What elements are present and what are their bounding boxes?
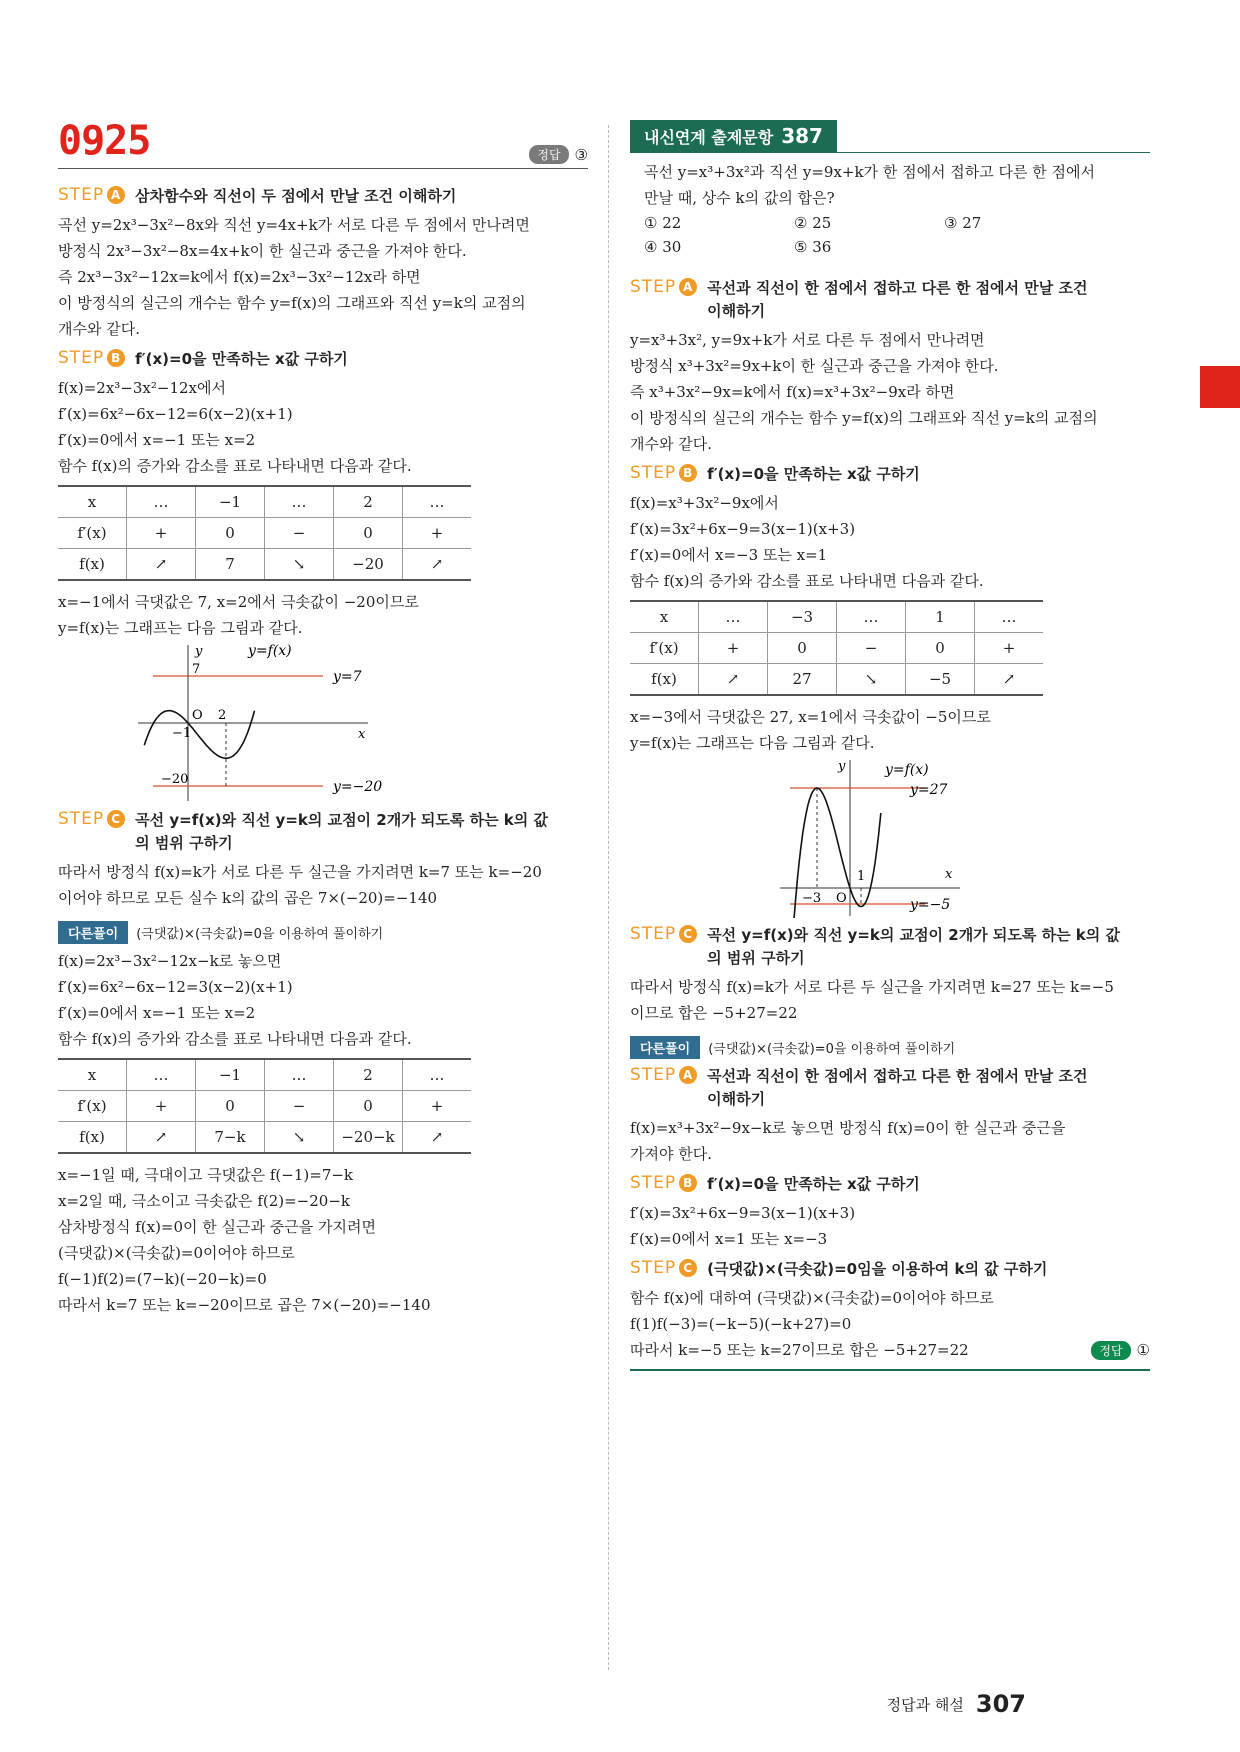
question-line: 만날 때, 상수 k의 값의 합은? — [644, 189, 835, 207]
alternative-solution-note: (극댓값)×(극솟값)=0을 이용하여 풀이하기 — [708, 1042, 956, 1057]
graph-right — [780, 758, 1220, 918]
lower-line-label: y=−5 — [910, 897, 951, 913]
step-c — [58, 809, 588, 855]
y-axis-label: y — [195, 644, 203, 659]
text-line: f′(x)=3x²+6x−9=3(x−1)(x+3) — [630, 520, 856, 538]
page-footer — [887, 1690, 1026, 1718]
text-line: 이어야 하므로 모든 실수 k의 값의 곱은 7×(−20)=−140 — [58, 889, 438, 907]
right-column — [630, 120, 1150, 1371]
step-a-tag: STEP A — [630, 277, 697, 297]
text-line: 이 방정식의 실근의 개수는 함수 y=f(x)의 그래프와 직선 y=k의 교점의 — [58, 294, 526, 312]
choice-1[interactable]: ① 22 — [644, 214, 682, 232]
final-answer-indicator — [1091, 1341, 1150, 1360]
step-b — [630, 463, 1150, 486]
text-line: f(x)=2x³−3x²−12x에서 — [58, 379, 226, 397]
x-axis-label: x — [945, 867, 953, 882]
step-b-title: f′(x)=0을 만족하는 x값 구하기 — [135, 350, 348, 368]
variation-table-2: x … −1 … 2 … f′(x) + 0 − 0 + f(x) ↗ 7−k ↘ −20−k ↗ — [58, 1058, 471, 1154]
page-number: 307 — [975, 1690, 1026, 1718]
alternative-solution-header — [58, 921, 588, 944]
text-line: y=f(x)는 그래프는 다음 그림과 같다. — [630, 734, 875, 752]
problem-header — [58, 118, 588, 169]
text-line: f′(x)=0에서 x=−3 또는 x=1 — [630, 546, 828, 564]
text-line: f(1)f(−3)=(−k−5)(−k+27)=0 — [630, 1315, 852, 1333]
origin-label: O — [836, 891, 847, 906]
other-step-c — [630, 1258, 1150, 1281]
text-line: 즉 2x³−3x²−12x=k에서 f(x)=2x³−3x²−12x라 하면 — [58, 268, 421, 286]
step-a-title: 삼차함수와 직선이 두 점에서 만날 조건 이해하기 — [135, 187, 457, 205]
other-step-c-tag: STEP C — [630, 1258, 697, 1278]
upper-line-label: y=27 — [910, 782, 948, 798]
text-line: 방정식 x³+3x²=9x+k이 한 실근과 중근을 가져야 한다. — [630, 357, 999, 375]
step-c-tag: STEP C — [630, 924, 697, 944]
answer-value: ③ — [574, 145, 588, 164]
final-line-row — [630, 1337, 1150, 1363]
step-b-tag: STEP B — [630, 463, 697, 483]
x-max-label: −3 — [802, 891, 822, 906]
text-line: 삼차방정식 f(x)=0이 한 실근과 중근을 가지려면 — [58, 1218, 376, 1236]
text-line: 따라서 k=−5 또는 k=27이므로 합은 −5+27=22 — [630, 1341, 969, 1359]
other-step-c-title: (극댓값)×(극솟값)=0임을 이용하여 k의 값 구하기 — [707, 1260, 1048, 1278]
text-line: 개수와 같다. — [58, 320, 140, 338]
alternative-solution-note: (극댓값)×(극솟값)=0을 이용하여 풀이하기 — [136, 927, 384, 942]
text-line: x=2일 때, 극소이고 극솟값은 f(2)=−20−k — [58, 1192, 350, 1210]
max-value-label: 7 — [192, 662, 201, 677]
alternative-solution-header — [630, 1036, 1150, 1059]
step-a — [58, 185, 588, 208]
choice-4[interactable]: ④ 30 — [644, 238, 682, 256]
text-line: f(x)=x³+3x²−9x에서 — [630, 494, 779, 512]
lower-line-label: y=−20 — [333, 779, 383, 795]
question-line: 곡선 y=x³+3x²과 직선 y=9x+k가 한 점에서 접하고 다른 한 점에서 — [644, 163, 1096, 181]
curve-label: y=f(x) — [248, 643, 292, 659]
other-step-b-title: f′(x)=0을 만족하는 x값 구하기 — [707, 1175, 920, 1193]
other-step-a-tag: STEP A — [630, 1065, 697, 1085]
step-c-tag: STEP C — [58, 809, 125, 829]
side-tab-marker — [1200, 366, 1240, 408]
min-value-label: −20 — [161, 772, 189, 787]
answer-choices — [644, 211, 1150, 259]
text-line: x=−3에서 극댓값은 27, x=1에서 극솟값이 −5이므로 — [630, 708, 991, 726]
other-step-b — [630, 1173, 1150, 1196]
left-column — [58, 118, 588, 1318]
text-line: 이 방정식의 실근의 개수는 함수 y=f(x)의 그래프와 직선 y=k의 교점의 — [630, 409, 1098, 427]
graph-left — [138, 643, 578, 803]
text-line: 방정식 2x³−3x²−8x=4x+k이 한 실근과 중근을 가져야 한다. — [58, 242, 467, 260]
step-c — [630, 924, 1150, 970]
text-line: f(−1)f(2)=(7−k)(−20−k)=0 — [58, 1270, 267, 1288]
text-line: 함수 f(x)의 증가와 감소를 표로 나타내면 다음과 같다. — [58, 1030, 412, 1048]
other-step-a — [630, 1065, 1150, 1111]
text-line: x=−1일 때, 극대이고 극댓값은 f(−1)=7−k — [58, 1166, 354, 1184]
alternative-solution-tag: 다른풀이 — [58, 921, 128, 944]
text-line: 함수 f(x)의 증가와 감소를 표로 나타내면 다음과 같다. — [630, 572, 984, 590]
alternative-solution-tag: 다른풀이 — [630, 1036, 700, 1059]
text-line: y=x³+3x², y=9x+k가 서로 다른 두 점에서 만나려면 — [630, 331, 985, 349]
choice-3[interactable]: ③ 27 — [944, 214, 982, 232]
variation-table-1: x … −1 … 2 … f′(x) + 0 − 0 + f(x) ↗ 7 ↘ −20 ↗ — [58, 485, 471, 581]
step-a-tag: STEP A — [58, 185, 125, 205]
x-min-label: 1 — [857, 869, 866, 884]
step-b-title: f′(x)=0을 만족하는 x값 구하기 — [707, 465, 920, 483]
text-line: f′(x)=6x²−6x−12=6(x−2)(x+1) — [58, 405, 293, 423]
text-line: 함수 f(x)에 대하여 (극댓값)×(극솟값)=0이어야 하므로 — [630, 1289, 994, 1307]
text-line: 따라서 방정식 f(x)=k가 서로 다른 두 실근을 가지려면 k=27 또는 k=−5 — [630, 978, 1114, 996]
linked-problem-banner-row — [630, 120, 1150, 153]
x-axis-label: x — [358, 727, 366, 742]
other-step-a-title: 곡선과 직선이 한 점에서 접하고 다른 한 점에서 만날 조건 이해하기 — [707, 1067, 1088, 1108]
choice-5[interactable]: ⑤ 36 — [794, 238, 832, 256]
step-c-title: 곡선 y=f(x)와 직선 y=k의 교점이 2개가 되도록 하는 k의 값 의 범위 구하기 — [135, 811, 548, 852]
step-b-tag: STEP B — [58, 348, 125, 368]
final-answer-label: 정답 — [1091, 1341, 1130, 1360]
text-line: 이므로 합은 −5+27=22 — [630, 1004, 798, 1022]
step-c-title: 곡선 y=f(x)와 직선 y=k의 교점이 2개가 되도록 하는 k의 값 의 범위 구하기 — [707, 926, 1120, 967]
text-line: 개수와 같다. — [630, 435, 712, 453]
upper-line-label: y=7 — [333, 669, 362, 685]
answer-indicator — [529, 145, 588, 164]
text-line: 따라서 k=7 또는 k=−20이므로 곱은 7×(−20)=−140 — [58, 1296, 431, 1314]
answer-label: 정답 — [529, 145, 568, 164]
end-rule — [630, 1369, 1150, 1371]
footer-title: 정답과 해설 — [886, 1695, 964, 1714]
text-line: x=−1에서 극댓값은 7, x=2에서 극솟값이 −20이므로 — [58, 593, 419, 611]
final-answer-value: ① — [1136, 1341, 1150, 1359]
other-step-b-tag: STEP B — [630, 1173, 697, 1193]
text-line: f′(x)=0에서 x=1 또는 x=−3 — [630, 1230, 828, 1248]
step-b — [58, 348, 588, 371]
origin-label: O — [192, 708, 203, 723]
x-max-label: −1 — [172, 726, 192, 741]
text-line: f′(x)=0에서 x=−1 또는 x=2 — [58, 1004, 256, 1022]
text-line: f′(x)=6x²−6x−12=3(x−2)(x+1) — [58, 978, 293, 996]
x-min-label: 2 — [218, 708, 227, 723]
text-line: f(x)=2x³−3x²−12x−k로 놓으면 — [58, 952, 282, 970]
text-line: (극댓값)×(극솟값)=0이어야 하므로 — [58, 1244, 295, 1262]
problem-number: 0925 — [58, 118, 151, 164]
text-line: f(x)=x³+3x²−9x−k로 놓으면 방정식 f(x)=0이 한 실근과 중근을 — [630, 1119, 1066, 1137]
choice-2[interactable]: ② 25 — [794, 214, 832, 232]
linked-problem-banner: 내신연계 출제문항 387 — [630, 120, 837, 152]
text-line: f′(x)=3x²+6x−9=3(x−1)(x+3) — [630, 1204, 856, 1222]
step-a — [630, 277, 1150, 323]
curve-label: y=f(x) — [885, 762, 929, 778]
text-line: 곡선 y=2x³−3x²−8x와 직선 y=4x+k가 서로 다른 두 점에서 만나려면 — [58, 216, 530, 234]
text-line: 가져야 한다. — [630, 1145, 712, 1163]
text-line: 따라서 방정식 f(x)=k가 서로 다른 두 실근을 가지려면 k=7 또는 k=−20 — [58, 863, 542, 881]
variation-table-3: x … −3 … 1 … f′(x) + 0 − 0 + f(x) ↗ 27 ↘ −5 ↗ — [630, 600, 1043, 696]
text-line: f′(x)=0에서 x=−1 또는 x=2 — [58, 431, 256, 449]
text-line: 함수 f(x)의 증가와 감소를 표로 나타내면 다음과 같다. — [58, 457, 412, 475]
step-a-title: 곡선과 직선이 한 점에서 접하고 다른 한 점에서 만날 조건 이해하기 — [707, 279, 1088, 320]
text-line: 즉 x³+3x²−9x=k에서 f(x)=x³+3x²−9x라 하면 — [630, 383, 955, 401]
y-axis-label: y — [838, 759, 846, 774]
column-divider — [608, 125, 609, 1670]
text-line: y=f(x)는 그래프는 다음 그림과 같다. — [58, 619, 303, 637]
